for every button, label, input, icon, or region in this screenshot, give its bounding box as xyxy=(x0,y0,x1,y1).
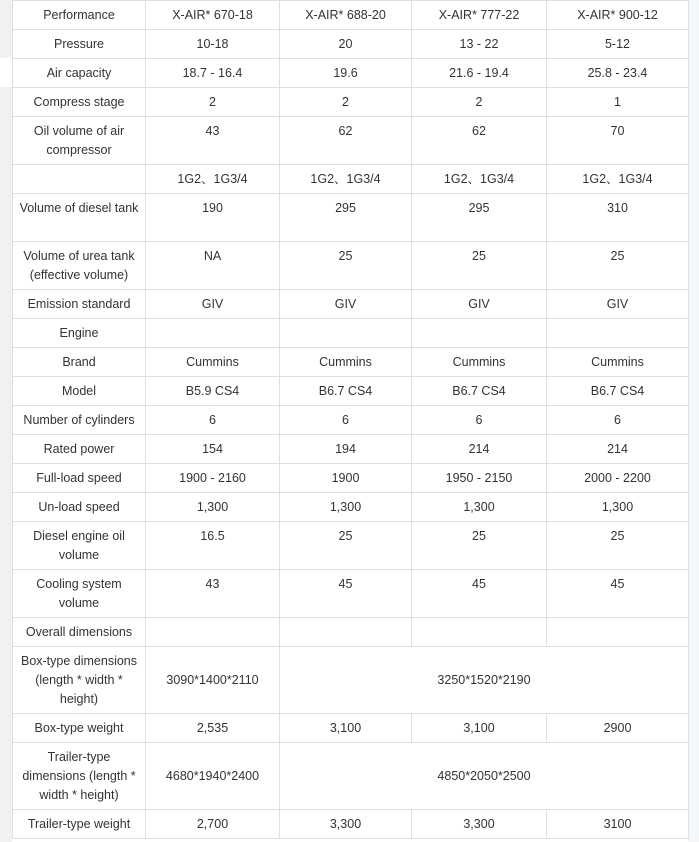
row-label: Emission standard xyxy=(13,290,146,319)
row-label: Box-type weight xyxy=(13,714,146,743)
table-cell: 3,100 xyxy=(280,714,412,743)
header-row xyxy=(13,1,689,30)
table-cell: 3,100 xyxy=(412,714,547,743)
table-cell xyxy=(547,618,689,647)
row-label: Model xyxy=(13,377,146,406)
table-cell: 1 xyxy=(547,88,689,117)
table-cell: 43 xyxy=(146,117,280,165)
table-cell: 19.6 xyxy=(280,59,412,88)
table-row-trailer-dimensions xyxy=(13,743,689,810)
table-cell: NA xyxy=(146,242,280,290)
table-row-engine-oil xyxy=(13,522,689,570)
table-cell: B6.7 CS4 xyxy=(412,377,547,406)
row-label: Box-type dimensions (length * width * height) xyxy=(13,647,146,714)
table-cell-merged: 4850*2050*2500 xyxy=(280,743,689,810)
table-cell: 45 xyxy=(280,570,412,618)
table-cell: 3090*1400*2110 xyxy=(146,647,280,714)
table-row-air-capacity xyxy=(13,59,689,88)
table-cell: 295 xyxy=(412,194,547,242)
table-cell: GIV xyxy=(280,290,412,319)
table-cell: 154 xyxy=(146,435,280,464)
table-cell: 25 xyxy=(547,522,689,570)
left-margin xyxy=(0,0,12,842)
row-label: Pressure xyxy=(13,30,146,59)
row-label: Un-load speed xyxy=(13,493,146,522)
row-label: Trailer-type dimensions (length * width * height) xyxy=(13,743,146,810)
table-cell: 295 xyxy=(280,194,412,242)
table-cell: 1G2、1G3/4 xyxy=(146,165,280,194)
row-label: Compress stage xyxy=(13,88,146,117)
table-cell: 25 xyxy=(280,242,412,290)
row-label: Air capacity xyxy=(13,59,146,88)
table-cell: 1,300 xyxy=(547,493,689,522)
row-label: Overall dimensions xyxy=(13,618,146,647)
table-cell: 4680*1940*2400 xyxy=(146,743,280,810)
table-cell: 1950 - 2150 xyxy=(412,464,547,493)
table-cell: 6 xyxy=(547,406,689,435)
table-cell: 1G2、1G3/4 xyxy=(412,165,547,194)
table-cell: Cummins xyxy=(146,348,280,377)
table-row-emission xyxy=(13,290,689,319)
table-row-cylinders xyxy=(13,406,689,435)
right-margin xyxy=(688,0,699,842)
table-cell: 2,700 xyxy=(146,810,280,839)
table-row-brand xyxy=(13,348,689,377)
row-label: Trailer-type weight xyxy=(13,810,146,839)
table-cell: 194 xyxy=(280,435,412,464)
table-cell xyxy=(412,319,547,348)
table-cell: 20 xyxy=(280,30,412,59)
table-cell: 2,535 xyxy=(146,714,280,743)
table-cell: 45 xyxy=(412,570,547,618)
table-row-box-dimensions xyxy=(13,647,689,714)
table-row-compress-stage xyxy=(13,88,689,117)
table-cell: 3,300 xyxy=(280,810,412,839)
table-cell: 1,300 xyxy=(412,493,547,522)
table-cell: 5-12 xyxy=(547,30,689,59)
table-cell: 18.7 - 16.4 xyxy=(146,59,280,88)
row-label: Rated power xyxy=(13,435,146,464)
table-cell: 2000 - 2200 xyxy=(547,464,689,493)
table-row-engine xyxy=(13,319,689,348)
header-cell-900-12: X-AIR* 900-12 xyxy=(547,1,689,30)
table-cell: 310 xyxy=(547,194,689,242)
header-cell-688-20: X-AIR* 688-20 xyxy=(280,1,412,30)
row-label: Oil volume of air compressor xyxy=(13,117,146,165)
table-cell: B6.7 CS4 xyxy=(547,377,689,406)
specifications-table xyxy=(12,0,689,839)
table-cell: 25 xyxy=(412,522,547,570)
table-cell: 3,300 xyxy=(412,810,547,839)
row-label xyxy=(13,165,146,194)
table-cell: 1G2、1G3/4 xyxy=(547,165,689,194)
table-cell: 6 xyxy=(280,406,412,435)
table-cell: 6 xyxy=(146,406,280,435)
row-label: Engine xyxy=(13,319,146,348)
table-row-diesel-tank xyxy=(13,194,689,242)
table-cell: 214 xyxy=(412,435,547,464)
header-cell-performance: Performance xyxy=(13,1,146,30)
table-row-box-weight xyxy=(13,714,689,743)
table-cell: 16.5 xyxy=(146,522,280,570)
left-margin-band xyxy=(0,58,12,87)
table-cell: 3100 xyxy=(547,810,689,839)
table-cell: 62 xyxy=(412,117,547,165)
table-cell: 190 xyxy=(146,194,280,242)
table-row-urea-tank xyxy=(13,242,689,290)
table-row-full-load-speed xyxy=(13,464,689,493)
table-cell: Cummins xyxy=(412,348,547,377)
table-cell: 1,300 xyxy=(146,493,280,522)
table-cell: 2 xyxy=(412,88,547,117)
table-cell: B5.9 CS4 xyxy=(146,377,280,406)
table-cell: 6 xyxy=(412,406,547,435)
table-cell: 2900 xyxy=(547,714,689,743)
table-cell: 45 xyxy=(547,570,689,618)
table-row-overall-dimensions xyxy=(13,618,689,647)
table-cell: 43 xyxy=(146,570,280,618)
header-cell-670-18: X-AIR* 670-18 xyxy=(146,1,280,30)
row-label: Cooling system volume xyxy=(13,570,146,618)
table-cell: 25 xyxy=(280,522,412,570)
table-cell xyxy=(146,618,280,647)
table-cell-merged: 3250*1520*2190 xyxy=(280,647,689,714)
table-cell: 25 xyxy=(412,242,547,290)
table-cell: 25.8 - 23.4 xyxy=(547,59,689,88)
table-cell xyxy=(146,319,280,348)
table-cell: Cummins xyxy=(547,348,689,377)
table-row-connection xyxy=(13,165,689,194)
row-label: Full-load speed xyxy=(13,464,146,493)
table-cell: Cummins xyxy=(280,348,412,377)
table-cell: 10-18 xyxy=(146,30,280,59)
table-cell: 2 xyxy=(280,88,412,117)
table-cell: 1900 xyxy=(280,464,412,493)
table-cell xyxy=(280,319,412,348)
table-cell xyxy=(280,618,412,647)
row-label: Diesel engine oil volume xyxy=(13,522,146,570)
table-row-model xyxy=(13,377,689,406)
table-cell: 25 xyxy=(547,242,689,290)
row-label: Brand xyxy=(13,348,146,377)
table-row-trailer-weight xyxy=(13,810,689,839)
table-row-oil-volume xyxy=(13,117,689,165)
row-label: Volume of urea tank (effective volume) xyxy=(13,242,146,290)
table-cell: 70 xyxy=(547,117,689,165)
table-cell: GIV xyxy=(412,290,547,319)
table-row-pressure xyxy=(13,30,689,59)
row-label: Volume of diesel tank xyxy=(13,194,146,242)
table-cell xyxy=(412,618,547,647)
table-row-cooling xyxy=(13,570,689,618)
table-row-unload-speed xyxy=(13,493,689,522)
table-cell xyxy=(547,319,689,348)
table-cell: B6.7 CS4 xyxy=(280,377,412,406)
table-cell: 2 xyxy=(146,88,280,117)
table-cell: 214 xyxy=(547,435,689,464)
table-cell: GIV xyxy=(547,290,689,319)
table-cell: GIV xyxy=(146,290,280,319)
row-label: Number of cylinders xyxy=(13,406,146,435)
table-cell: 1900 - 2160 xyxy=(146,464,280,493)
table-cell: 13 - 22 xyxy=(412,30,547,59)
table-cell: 1,300 xyxy=(280,493,412,522)
table-cell: 62 xyxy=(280,117,412,165)
table-cell: 21.6 - 19.4 xyxy=(412,59,547,88)
header-cell-777-22: X-AIR* 777-22 xyxy=(412,1,547,30)
table-cell: 1G2、1G3/4 xyxy=(280,165,412,194)
table-row-rated-power xyxy=(13,435,689,464)
